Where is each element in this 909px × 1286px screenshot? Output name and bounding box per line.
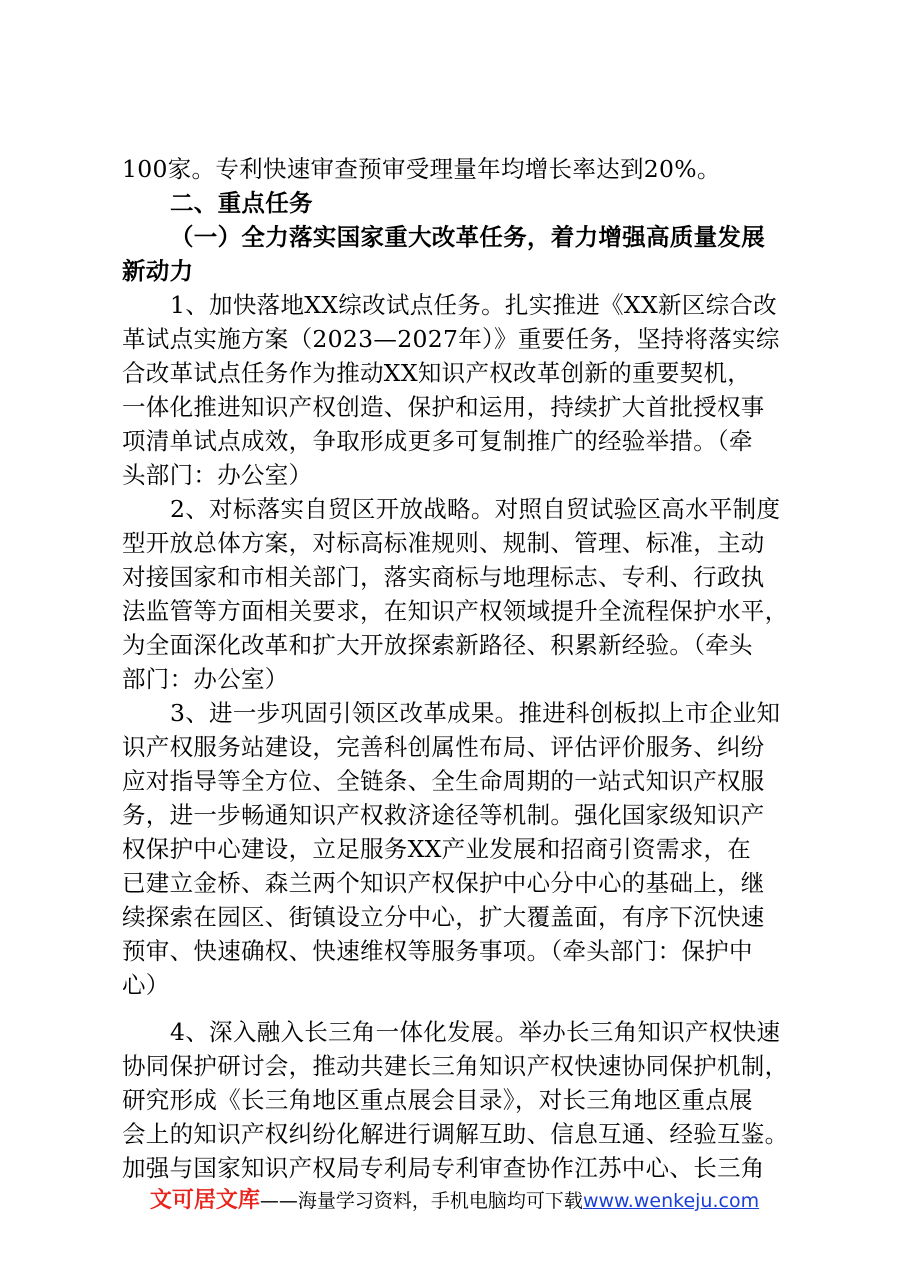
paragraph-line: 法监管等方面相关要求，在知识产权领域提升全流程保护水平， — [122, 597, 789, 625]
paragraph-line: 会上的知识产权纠纷化解进行调解互助、信息互通、经验互鉴。 — [122, 1120, 789, 1148]
paragraph-line: 识产权服务站建设，完善科创属性布局、评估评价服务、纠纷 — [122, 733, 765, 761]
paragraph-line: 研究形成《长三角地区重点展会目录》，对长三角地区重点展 — [122, 1086, 753, 1114]
paragraph-line: 权保护中心建设，立足服务XX产业发展和招商引资需求，在 — [122, 835, 752, 863]
paragraph-line: 加强与国家知识产权局专利局专利审查协作江苏中心、长三角 — [122, 1154, 765, 1182]
paragraph-line: 革试点实施方案（2023—2027年）》重要任务，坚持将落实综 — [122, 325, 780, 353]
paragraph-line: 项清单试点成效，争取形成更多可复制推广的经验举措。（牵 — [122, 427, 753, 455]
paragraph-line: 已建立金桥、森兰两个知识产权保护中心分中心的基础上，继 — [122, 869, 765, 897]
paragraph-line: 1、加快落地XX综改试点任务。扎实推进《XX新区综合改 — [170, 291, 777, 319]
paragraph-line: 协同保护研讨会，推动共建长三角知识产权快速协同保护机制， — [122, 1052, 789, 1080]
footer-banner — [0, 1183, 909, 1214]
paragraph-line: 100家。专利快速审查预审受理量年均增长率达到20%。 — [122, 155, 721, 183]
paragraph-line: 心） — [122, 971, 170, 999]
paragraph-line: 对接国家和市相关部门，落实商标与地理标志、专利、行政执 — [122, 563, 765, 591]
paragraph-line: 部门：办公室） — [122, 665, 289, 693]
paragraph-line: 为全面深化改革和扩大开放探索新路径、积累新经验。（牵头 — [122, 631, 753, 659]
subsection-heading: （一）全力落实国家重大改革任务，着力增强高质量发展 — [170, 223, 765, 251]
paragraph-line: 4、深入融入长三角一体化发展。举办长三角知识产权快速 — [170, 1018, 781, 1046]
paragraph-line: 型开放总体方案，对标高标准规则、规制、管理、标准，主动 — [122, 529, 765, 557]
paragraph-line: 应对指导等全方位、全链条、全生命周期的一站式知识产权服 — [122, 767, 765, 795]
subsection-heading-cont: 新动力 — [122, 257, 194, 285]
paragraph-line: 头部门：办公室） — [122, 461, 313, 489]
footer-slogan: ——海量学习资料，手机电脑均可下载 — [259, 1190, 583, 1212]
paragraph-line: 3、进一步巩固引领区改革成果。推进科创板拟上市企业知 — [170, 699, 781, 727]
paragraph-line: 务，进一步畅通知识产权救济途径等机制。强化国家级知识产 — [122, 801, 765, 829]
paragraph-line: 续探索在园区、街镇设立分中心，扩大覆盖面，有序下沉快速 — [122, 903, 765, 931]
footer-url-link[interactable]: www.wenkeju.com — [582, 1190, 760, 1212]
footer-brand: 文可居文库 — [149, 1188, 260, 1213]
paragraph-line: 合改革试点任务作为推动XX知识产权改革创新的重要契机， — [122, 359, 752, 387]
paragraph-line: 一体化推进知识产权创造、保护和运用，持续扩大首批授权事 — [122, 393, 765, 421]
paragraph-line: 预审、快速确权、快速维权等服务事项。（牵头部门：保护中 — [122, 937, 753, 965]
paragraph-line: 2、对标落实自贸区开放战略。对照自贸试验区高水平制度 — [170, 495, 781, 523]
section-heading: 二、重点任务 — [170, 189, 313, 217]
